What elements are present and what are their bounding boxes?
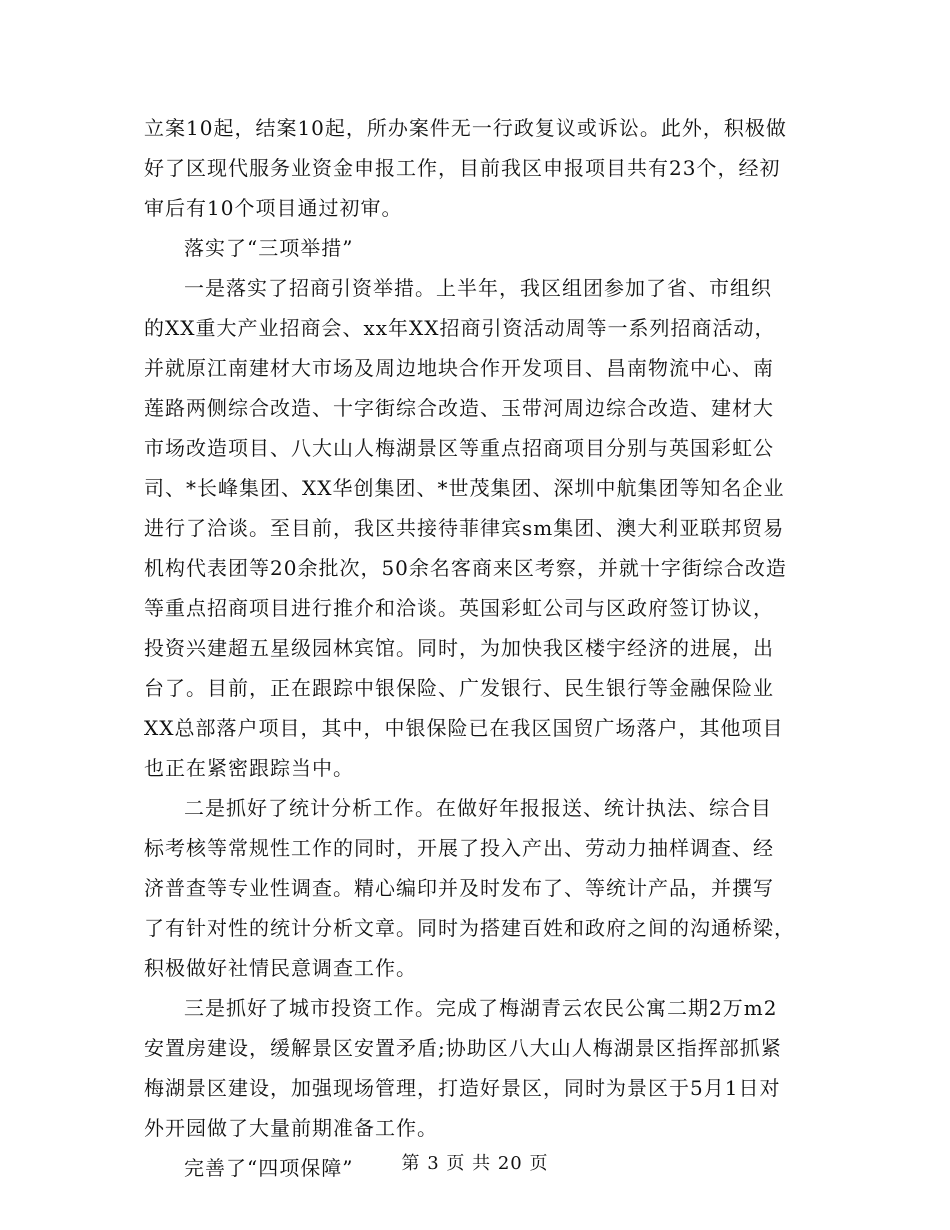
document-body (144, 108, 812, 1188)
text-line: 并就原江南建材大市场及周边地块合作开发项目、昌南物流中心、南 (144, 356, 774, 380)
text-line: 立案10起，结案10起，所办案件无一行政复议或诉讼。此外，积极做 (144, 116, 787, 140)
text-line: 司、*长峰集团、XX华创集团、*世茂集团、深圳中航集团等知名企业 (144, 476, 785, 500)
text-line: 也正在紧密跟踪当中。 (144, 756, 354, 780)
text-line: 机构代表团等20余批次，50余名客商来区考察，并就十字街综合改造 (144, 556, 787, 580)
text-line: 好了区现代服务业资金申报工作，目前我区申报项目共有23个，经初 (144, 156, 781, 180)
text-line: XX总部落户项目，其中，中银保险已在我区国贸广场落户，其他项目 (144, 716, 784, 740)
text-line: 台了。目前，正在跟踪中银保险、广发银行、民生银行等金融保险业 (144, 676, 774, 700)
section-heading: 完善了“四项保障” (184, 1156, 354, 1180)
text-line: 安置房建设，缓解景区安置矛盾;协助区八大山人梅湖景区指挥部抓紧 (144, 1036, 782, 1060)
page-number: 第 3 页 共 20 页 (401, 1153, 549, 1174)
text-line: 梅湖景区建设，加强现场管理，打造好景区，同时为景区于5月1日对 (144, 1076, 781, 1100)
text-line: 外开园做了大量前期准备工作。 (144, 1116, 438, 1140)
text-line: 了有针对性的统计分析文章。同时为搭建百姓和政府之间的沟通桥梁， (144, 916, 795, 940)
text-line: 济普查等专业性调查。精心编印并及时发布了、等统计产品，并撰写 (144, 876, 774, 900)
text-line: 市场改造项目、八大山人梅湖景区等重点招商项目分别与英国彩虹公 (144, 436, 774, 460)
section-heading: 落实了“三项举措” (184, 236, 354, 260)
text-line: 的XX重大产业招商会、xx年XX招商引资活动周等一系列招商活动， (144, 316, 776, 340)
text-line: 二是抓好了统计分析工作。在做好年报报送、统计执法、综合目 (184, 796, 772, 820)
text-line: 标考核等常规性工作的同时，开展了投入产出、劳动力抽样调查、经 (144, 836, 774, 860)
text-line: 莲路两侧综合改造、十字街综合改造、玉带河周边综合改造、建材大 (144, 396, 774, 420)
text-line: 投资兴建超五星级园林宾馆。同时，为加快我区楼宇经济的进展，出 (144, 636, 774, 660)
text-line: 积极做好社情民意调查工作。 (144, 956, 417, 980)
text-line: 一是落实了招商引资举措。上半年，我区组团参加了省、市组织 (184, 276, 772, 300)
text-line: 等重点招商项目进行推介和洽谈。英国彩虹公司与区政府签订协议， (144, 596, 774, 620)
text-line: 三是抓好了城市投资工作。完成了梅湖青云农民公寓二期2万m2 (184, 996, 778, 1020)
text-line: 进行了洽谈。至目前，我区共接待菲律宾sm集团、澳大利亚联邦贸易 (144, 516, 785, 540)
text-line: 审后有10个项目通过初审。 (144, 196, 403, 220)
